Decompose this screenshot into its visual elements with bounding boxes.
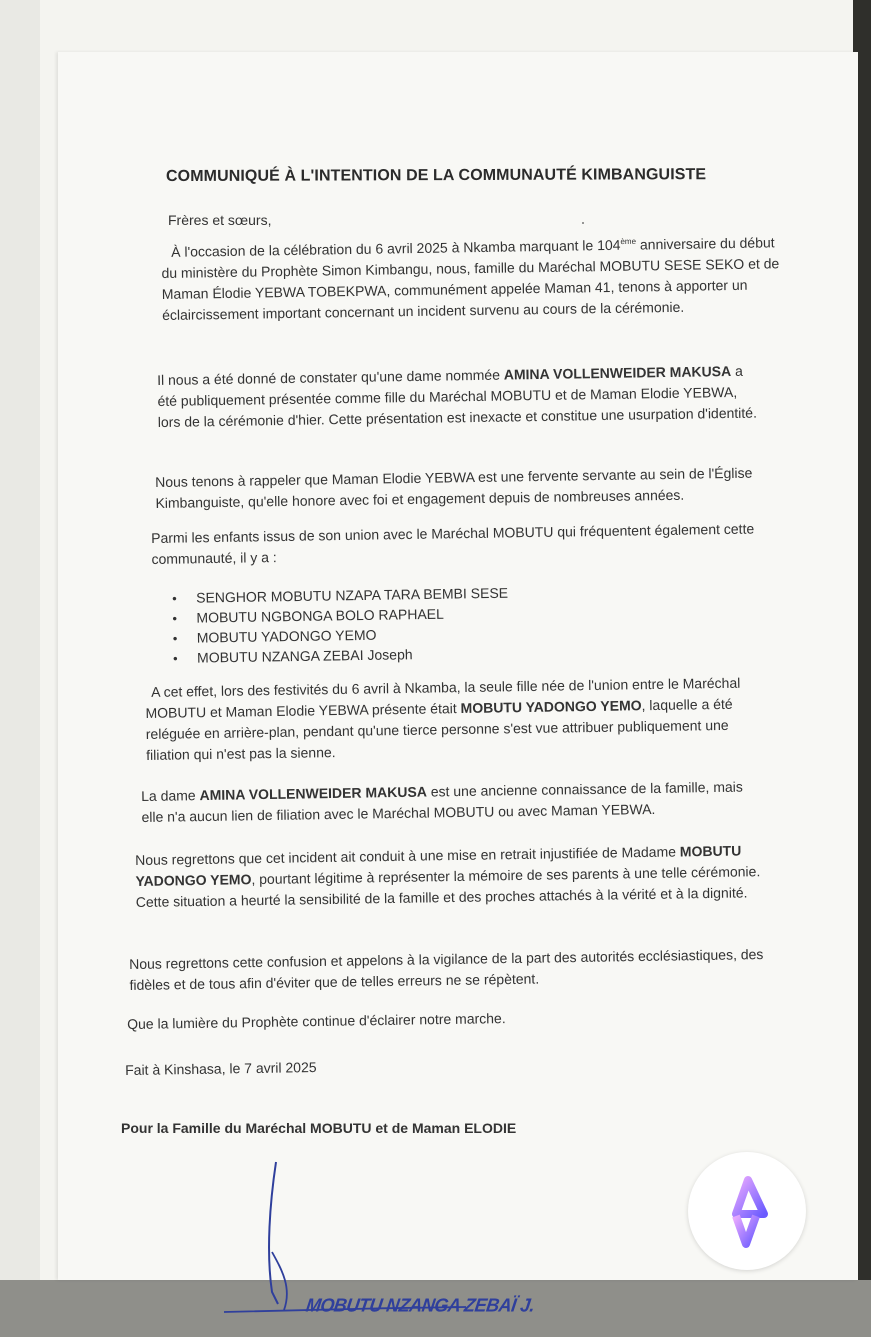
paragraph-acquaintance: La dame AMINA VOLLENWEIDER MAKUSA est une ancienne connaissance de la famille, mais elle n'a aucun lien de filiation avec le Maréchal MOBUTU ou avec Maman YEBWA. (141, 778, 743, 825)
paragraph-regret: Nous regrettons que cet incident ait conduit à une mise en retrait injustifiée de Madame MOBUTU YADONGO YEMO, pourtant légitime à représenter la mémoire de ses parents à une telle cérémonie. Cette situation a heurté la sensibilité de la famille et des proches attachés à la vérité et à la dignité. (135, 842, 761, 910)
place-date: Fait à Kinshasa, le 7 avril 2025 (125, 1058, 317, 1078)
paragraph-identity: Il nous a été donné de constater qu'une dame nommée AMINA VOLLENWEIDER MAKUSA a été publiquement présentée comme fille du Maréchal MOBUTU et de Maman Elodie YEBWA, lors de la cérémonie d'hier. Cette présentation est inexacte et constitue une usurpation d'identité. (157, 362, 758, 430)
signature-name: MOBUTU NZANGA ZEBAÏ J. (304, 1294, 536, 1316)
paragraph-children-intro: Parmi les enfants issus de son union avec le Maréchal MOBUTU qui fréquentent également cette communauté, il y a : (151, 520, 755, 567)
paragraph-festivities: A cet effet, lors des festivités du 6 avril à Nkamba, la seule fille née de l'union entre le Maréchal MOBUTU et Maman Elodie YEBWA présente était MOBUTU YADONGO YEMO, laquelle a été reléguée en arrière-plan, pendant qu'une tierce personne s'est vue attribuer publiquement une filiation qui n'est pas la sienne. (145, 674, 741, 763)
list-item: • MOBUTU NZANGA ZEBAI Joseph (171, 640, 691, 668)
greeting: Frères et sœurs, (168, 212, 272, 228)
paragraph-intro: À l'occasion de la célébration du 6 avril 2025 à Nkamba marquant le 104ème anniversaire du début du ministère du Prophète Simon Kimbangu, nous, famille du Maréchal MOBUTU SESE SEKO et de Maman Élodie YEBWA TOBEKPWA, communément appelée Maman 41, tenons à apporter un éclaircissement important concernant un incident survenu au cours de la cérémonie. (161, 234, 780, 323)
ink-speck (582, 222, 584, 224)
paragraph-reminder: Nous tenons à rappeler que Maman Elodie YEBWA est une fervente servante au sein de l'Église Kimbanguiste, qu'elle honore avec foi et engagement depuis de nombreuses années. (155, 464, 753, 511)
paragraph-vigilance: Nous regrettons cette confusion et appelons à la vigilance de la part des autorités ecclésiastiques, des fidèles et de tous afin d'éviter que de telles erreurs ne se répètent. (129, 946, 764, 993)
watermark-logo (688, 1152, 806, 1270)
list-item: • MOBUTU NGBONGA BOLO RAPHAEL (170, 600, 690, 628)
document-title: COMMUNIQUÉ À L'INTENTION DE LA COMMUNAUTÉ KIMBANGUISTE (165, 166, 707, 186)
signatory-line: Pour la Famille du Maréchal MOBUTU et de Maman ELODIE (121, 1120, 517, 1136)
signature (166, 1142, 536, 1337)
list-item: • MOBUTU YADONGO YEMO (171, 620, 691, 648)
children-list (170, 580, 691, 668)
list-item: • SENGHOR MOBUTU NZAPA TARA BEMBI SESE (170, 580, 690, 608)
paragraph-closing: Que la lumière du Prophète continue d'éclairer notre marche. (127, 1010, 506, 1032)
sparkle-logo-icon (688, 1152, 806, 1270)
document-page (58, 52, 858, 1316)
